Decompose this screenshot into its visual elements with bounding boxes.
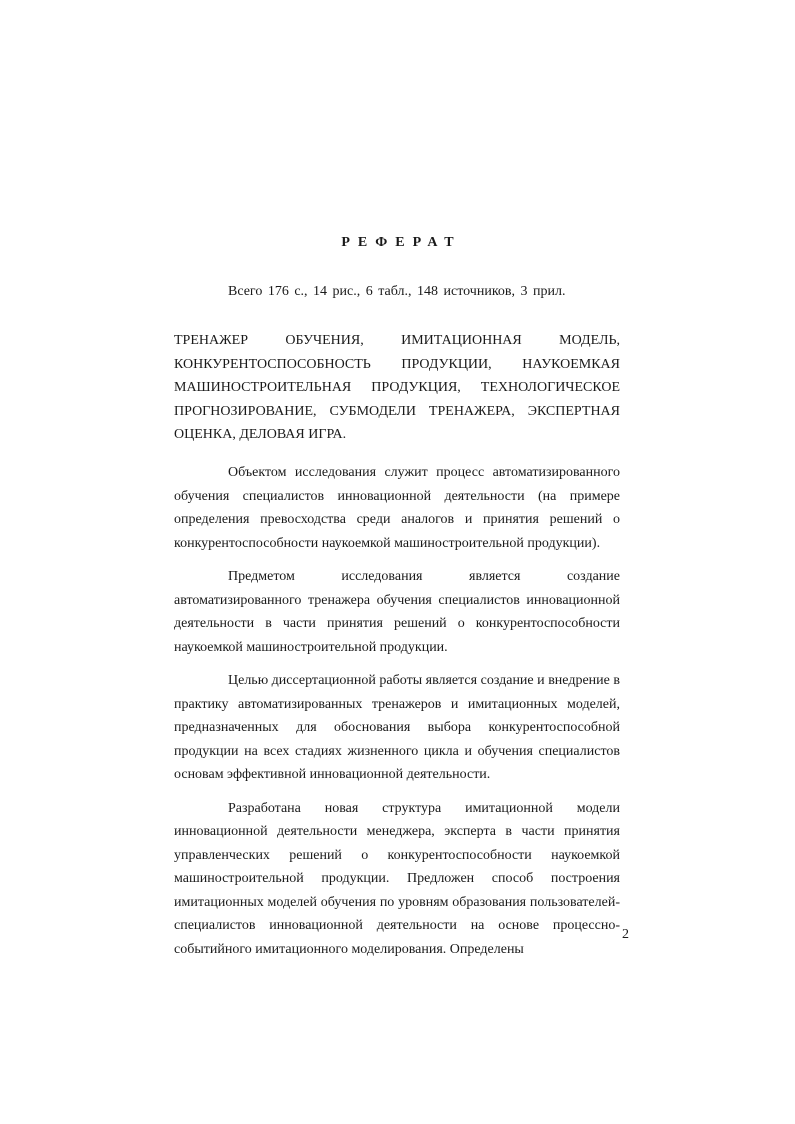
summary-line: Всего 176 с., 14 рис., 6 табл., 148 источников, 3 прил. [228, 284, 566, 299]
page-number: 2 [622, 927, 629, 942]
body-text [174, 461, 620, 971]
keywords-block: ТРЕНАЖЕР ОБУЧЕНИЯ, ИМИТАЦИОННАЯ МОДЕЛЬ, КОНКУРЕНТОСПОСОБНОСТЬ ПРОДУКЦИИ, НАУКОЕМКАЯ МАШИНОСТРОИТЕЛЬНАЯ ПРОДУКЦИЯ, ТЕХНОЛОГИЧЕСКОЕ ПРОГНОЗИРОВАНИЕ, СУБМОДЕЛИ ТРЕНАЖЕРА, ЭКСПЕРТНАЯ ОЦЕНКА, ДЕЛОВАЯ ИГРА. [174, 333, 620, 442]
paragraph-object: Объектом исследования служит процесс автоматизированного обучения специалистов инновационной деятельности (на примере определения превосходства среди аналогов и принятия решений о конкурентоспособности наукоемкой машиностроительной продукции). [174, 465, 620, 551]
paragraph-subject: Предметом исследования является создание автоматизированного тренажера обучения специалистов инновационной деятельности в части принятия решений о конкурентоспособности наукоемкой машиностроительной продукции. [174, 569, 620, 655]
paragraph-goal: Целью диссертационной работы является создание и внедрение в практику автоматизированных тренажеров и имитационных моделей, предназначенных для обоснования выбора конкурентоспособной продукции на всех стадиях жизненного цикла и обучения специалистов основам эффективной инновационной деятельности. [174, 673, 620, 782]
paragraph-results: Разработана новая структура имитационной модели инновационной деятельности менеджера, эксперта в части принятия управленческих решений о конкурентоспособности наукоемкой машиностроительной продукции. Предложен способ построения имитационных моделей обучения по уровням образования пользователей-специалистов инновационной деятельности на основе процессно-событийного имитационного моделирования. Определены [174, 800, 620, 957]
page-title: РЕФЕРАТ [341, 235, 462, 250]
